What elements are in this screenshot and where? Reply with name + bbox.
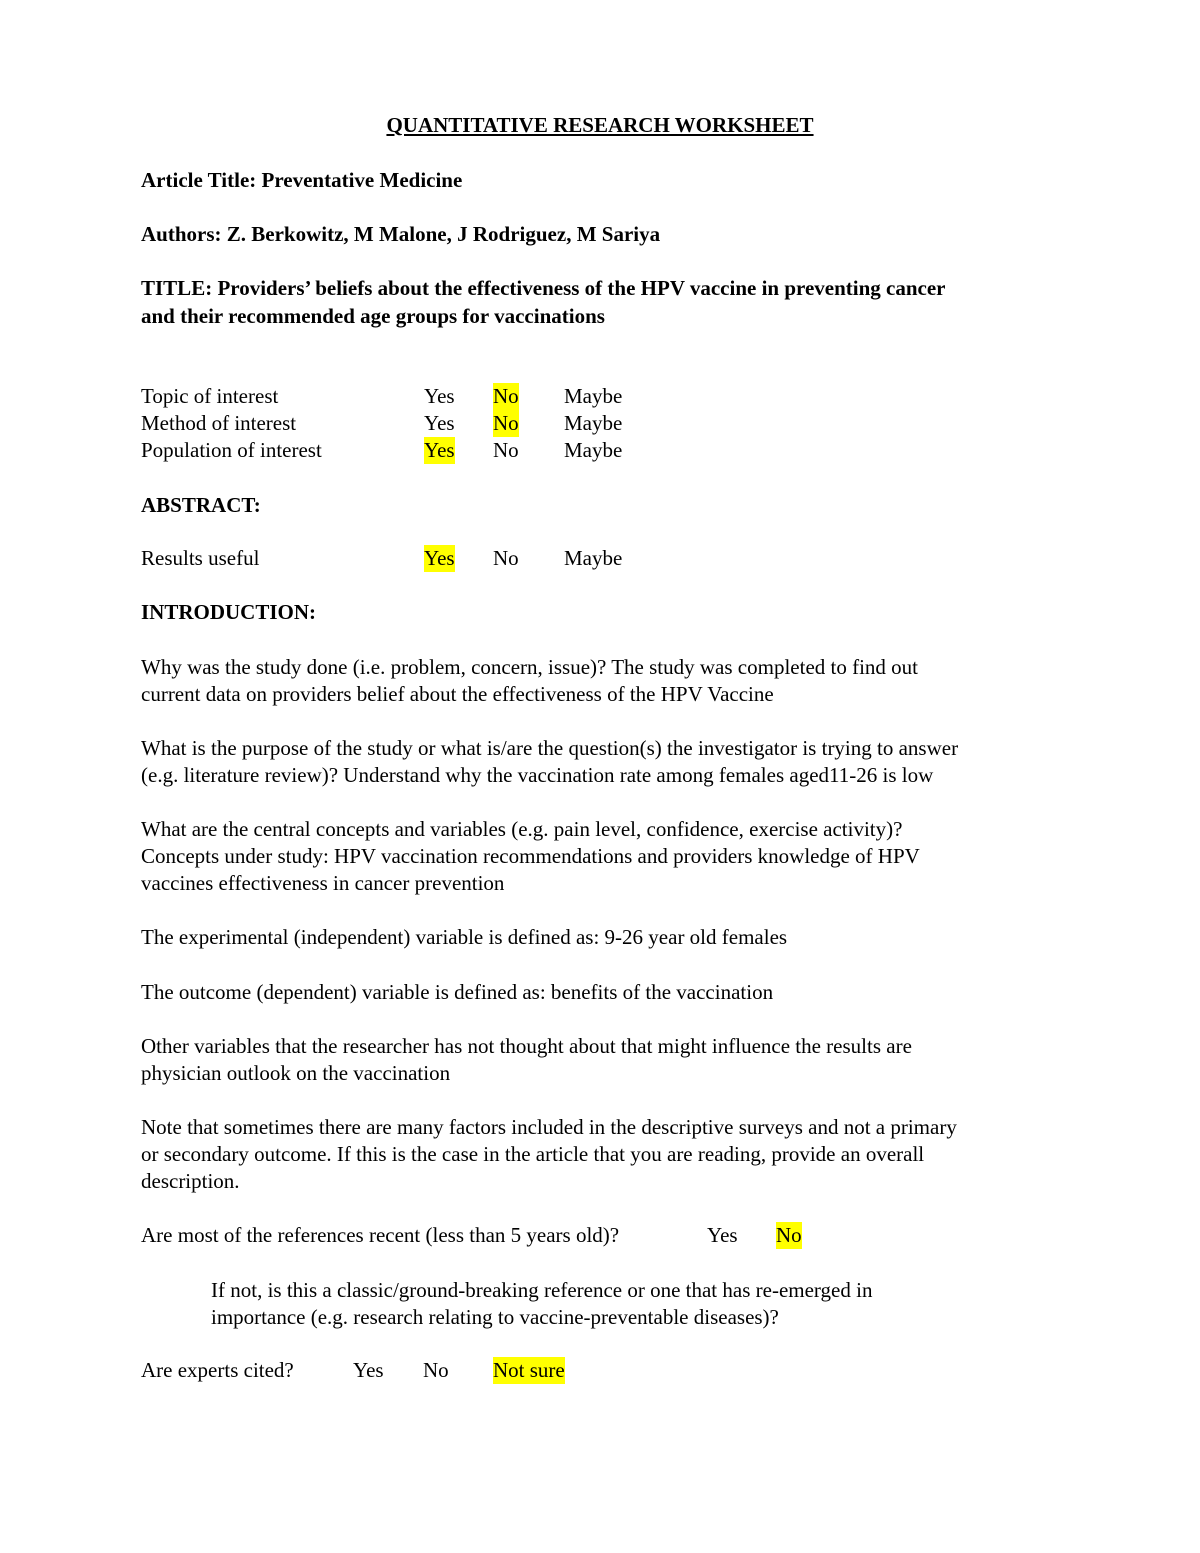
option-maybe: Maybe: [564, 546, 623, 570]
concepts-line-2: Concepts under study: HPV vaccination recommendations and providers knowledge of HPV: [141, 844, 920, 868]
option-yes-selected: Yes: [424, 438, 455, 462]
paper-title-line-1: TITLE: Providers’ beliefs about the effectiveness of the HPV vaccine in preventing cancer: [141, 276, 946, 300]
references-row: [141, 1222, 802, 1249]
screening-row-topic: [141, 383, 623, 410]
independent-variable: The experimental (independent) variable is defined as: 9-26 year old females: [141, 925, 788, 949]
note-line-2: or secondary outcome. If this is the case in the article that you are reading, provide an overall: [141, 1142, 925, 1166]
paper-title-line-2: and their recommended age groups for vaccinations: [141, 304, 605, 328]
screening-label: Population of interest: [141, 438, 322, 462]
experts-row: [141, 1357, 565, 1384]
introduction-heading: INTRODUCTION:: [141, 600, 317, 624]
authors: Authors: Z. Berkowitz, M Malone, J Rodriguez, M Sariya: [141, 222, 661, 246]
why-line-2: current data on providers belief about the effectiveness of the HPV Vaccine: [141, 682, 774, 706]
worksheet-title: QUANTITATIVE RESEARCH WORKSHEET: [386, 113, 814, 137]
option-maybe: Maybe: [564, 438, 623, 462]
option-yes: Yes: [707, 1223, 738, 1247]
screening-row-method: [141, 410, 623, 437]
option-no: No: [493, 438, 519, 462]
screening-label: Method of interest: [141, 411, 297, 435]
purpose-line-1: What is the purpose of the study or what is/are the question(s) the investigator is trying to answer: [141, 736, 959, 760]
screening-row-population: [141, 437, 623, 464]
option-not-sure-selected: Not sure: [493, 1358, 565, 1382]
article-title: Article Title: Preventative Medicine: [141, 168, 463, 192]
dependent-variable: The outcome (dependent) variable is defined as: benefits of the vaccination: [141, 980, 774, 1004]
classic-line-1: If not, is this a classic/ground-breaking reference or one that has re-emerged in: [211, 1278, 873, 1302]
references-question: Are most of the references recent (less than 5 years old)?: [141, 1223, 620, 1247]
why-line-1: Why was the study done (i.e. problem, concern, issue)? The study was completed to find out: [141, 655, 919, 679]
abstract-label: Results useful: [141, 546, 260, 570]
option-no-selected: No: [493, 384, 519, 408]
concepts-line-1: What are the central concepts and variables (e.g. pain level, confidence, exercise activity)?: [141, 817, 903, 841]
classic-line-2: importance (e.g. research relating to vaccine-preventable diseases)?: [211, 1305, 779, 1329]
note-line-1: Note that sometimes there are many factors included in the descriptive surveys and not a primary: [141, 1115, 957, 1139]
abstract-heading: ABSTRACT:: [141, 493, 261, 517]
purpose-line-2: (e.g. literature review)? Understand why the vaccination rate among females aged11-26 is low: [141, 763, 934, 787]
option-yes: Yes: [424, 411, 455, 435]
option-yes: Yes: [424, 384, 455, 408]
option-no-selected: No: [776, 1223, 802, 1247]
screening-label: Topic of interest: [141, 384, 279, 408]
option-maybe: Maybe: [564, 411, 623, 435]
concepts-line-3: vaccines effectiveness in cancer prevention: [141, 871, 505, 895]
option-maybe: Maybe: [564, 384, 623, 408]
note-line-3: description.: [141, 1169, 240, 1193]
experts-question: Are experts cited?: [141, 1358, 294, 1382]
option-no-selected: No: [493, 411, 519, 435]
option-no: No: [493, 546, 519, 570]
other-variables-line-2: physician outlook on the vaccination: [141, 1061, 451, 1085]
option-yes: Yes: [353, 1358, 384, 1382]
abstract-results-row: [141, 545, 623, 572]
option-no: No: [423, 1358, 449, 1382]
option-yes-selected: Yes: [424, 546, 455, 570]
other-variables-line-1: Other variables that the researcher has not thought about that might influence the results are: [141, 1034, 912, 1058]
